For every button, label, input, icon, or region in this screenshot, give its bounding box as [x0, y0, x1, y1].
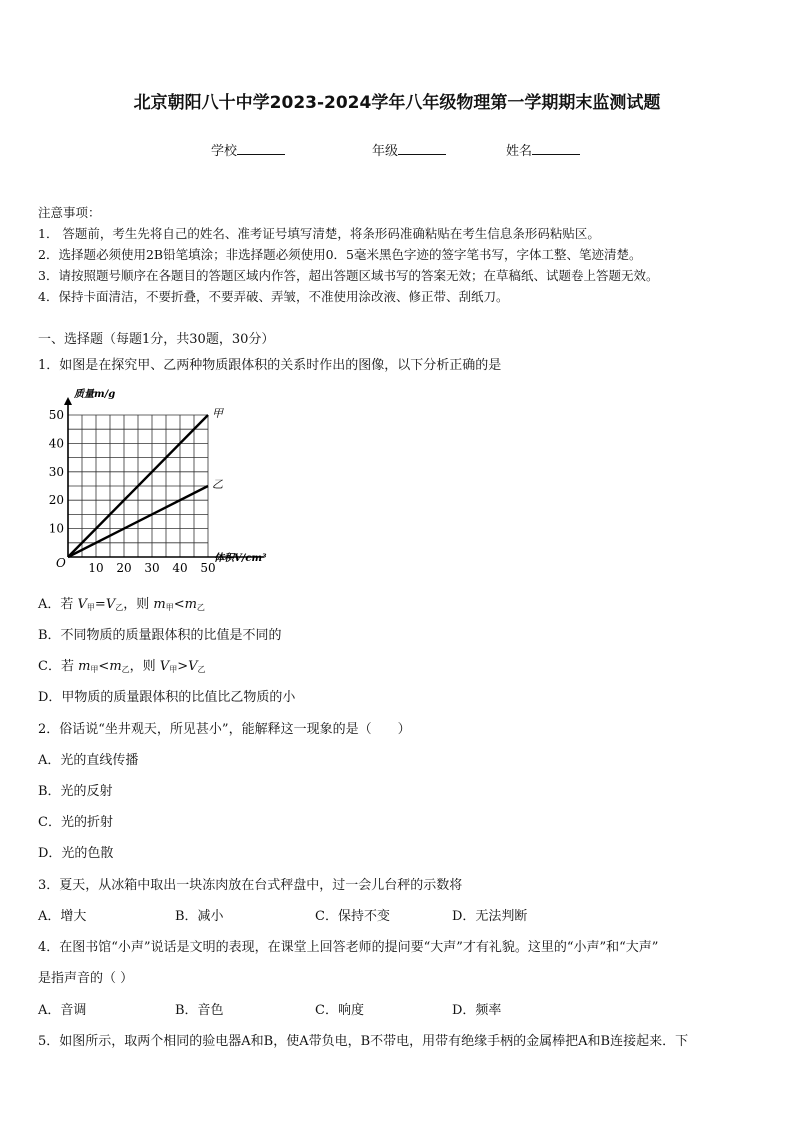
q1-option-b[interactable]: B．不同物质的质量跟体积的比值是不同的 [38, 628, 282, 643]
q4-option-b[interactable]: B．音色 [175, 1003, 224, 1018]
q4-option-c[interactable]: C．响度 [315, 1003, 364, 1018]
name-label: 姓名 [506, 144, 533, 159]
q4-stem-line-1: 4．在图书馆“小声”说话是文明的表现，在课堂上回答老师的提问要“大声”才有礼貌。这里的“小声”和“大声” [38, 940, 659, 955]
school-label: 学校 [211, 144, 238, 159]
y-tick-label: 30 [48, 464, 64, 479]
y-tick-label: 20 [48, 493, 64, 508]
y-tick-label: 50 [48, 408, 64, 422]
school-field [211, 140, 285, 159]
grade-blank[interactable] [398, 142, 446, 155]
q2-option-a[interactable]: A．光的直线传播 [38, 753, 139, 768]
q4-stem-line-2: 是指声音的（ ） [38, 971, 134, 986]
q1-option-d[interactable]: D．甲物质的质量跟体积的比值比乙物质的小 [38, 690, 296, 705]
notice-item-2: 2．选择题必须使用2B铅笔填涂；非选择题必须使用0．5毫米黑色字迹的签字笔书写，字体工整、笔迹清楚。 [38, 247, 642, 262]
q1-stem: 1．如图是在探究甲、乙两种物质跟体积的关系时作出的图像，以下分析正确的是 [38, 358, 502, 373]
chart-axes [64, 397, 264, 557]
series-label: 乙 [212, 478, 223, 491]
q2-option-c[interactable]: C．光的折射 [38, 815, 113, 830]
q3-stem: 3．夏天，从冰箱中取出一块冻肉放在台式秤盘中，过一会儿台秤的示数将 [38, 878, 463, 893]
q4-option-a[interactable]: A．音调 [38, 1003, 87, 1018]
x-tick-label: 50 [200, 561, 216, 575]
y-tick-label: 40 [48, 436, 64, 451]
q3-option-d[interactable]: D．无法判断 [452, 909, 528, 924]
notice-heading: 注意事项： [38, 205, 101, 220]
q3-option-a[interactable]: A．增大 [38, 909, 87, 924]
notice-item-3: 3．请按照题号顺序在各题目的答题区域内作答，超出答题区域书写的答案无效；在草稿纸、试题卷上答题无效。 [38, 268, 659, 283]
notice-item-1: 1． 答题前，考生先将自己的姓名、准考证号填写清楚，将条形码准确粘贴在考生信息条形码粘贴区。 [38, 226, 600, 241]
section-heading: 一、选择题（每题1分，共30题，30分） [38, 332, 275, 347]
series-label: 甲 [212, 407, 223, 420]
grade-field [372, 140, 446, 159]
q2-option-d[interactable]: D．光的色散 [38, 846, 114, 861]
mass-volume-chart [40, 380, 280, 580]
chart-labels [49, 388, 267, 575]
origin-label: O [56, 556, 66, 570]
q1-option-c[interactable]: C．若 $m_甲<m_乙$，则 $V_甲>V_乙$ [38, 659, 206, 674]
x-tick-label: 10 [88, 561, 104, 575]
q2-option-b[interactable]: B．光的反射 [38, 784, 113, 799]
x-tick-label: 30 [144, 561, 160, 575]
q3-option-b[interactable]: B．减小 [175, 909, 224, 924]
q4-option-d[interactable]: D．频率 [452, 1003, 502, 1018]
name-blank[interactable] [532, 142, 580, 155]
notice-item-4: 4．保持卡面清洁，不要折叠，不要弄破、弄皱，不准使用涂改液、修正带、刮纸刀。 [38, 289, 509, 304]
y-tick-label: 10 [48, 521, 64, 536]
x-tick-label: 40 [172, 561, 188, 575]
q1-option-a[interactable]: A．若 $V_甲=V_乙$，则 $m_甲<m_乙$ [38, 597, 205, 612]
school-blank[interactable] [237, 142, 285, 155]
q2-stem: 2．俗话说“坐井观天，所见甚小”，能解释这一现象的是（ ） [38, 722, 411, 737]
name-field [506, 140, 580, 159]
y-axis-label: 质量m/g [74, 389, 116, 400]
page-title: 北京朝阳八十中学2023-2024学年八年级物理第一学期期末监测试题 [133, 93, 661, 113]
x-tick-label: 20 [116, 561, 132, 575]
q5-stem: 5．如图所示，取两个相同的验电器A和B，使A带负电，B不带电，用带有绝缘手柄的金属棒把A和B连接起来．下 [38, 1034, 689, 1049]
y-axis-arrow [64, 397, 72, 405]
q3-option-c[interactable]: C．保持不变 [315, 909, 390, 924]
grade-label: 年级 [372, 144, 399, 159]
x-axis-label: 体积V/cm³ [214, 553, 267, 564]
